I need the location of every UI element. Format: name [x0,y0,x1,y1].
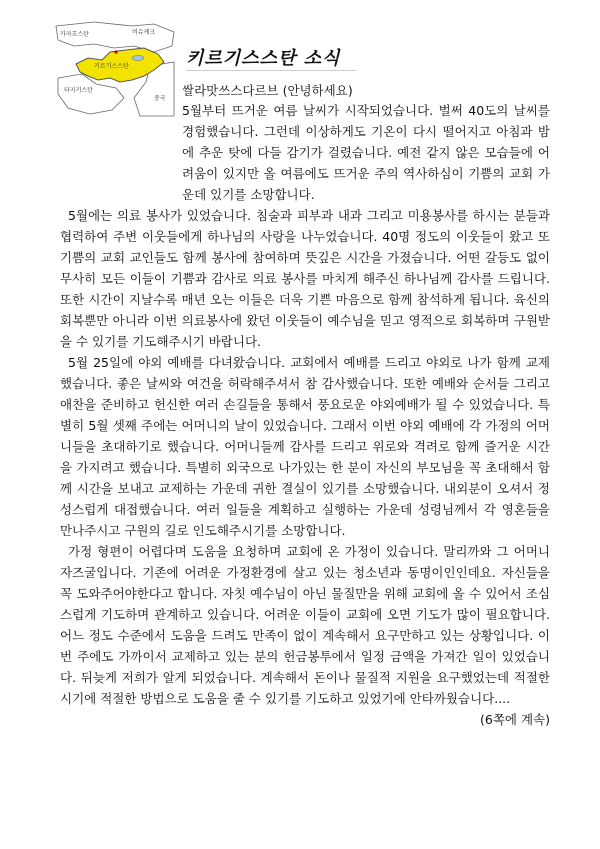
paragraph-2: 5월에는 의료 봉사가 있었습니다. 침술과 피부과 내과 그리고 미용봉사를 하시는 분들과 협력하여 주변 이웃들에게 하나님의 사랑을 나누었습니다. 40명 정도의 이웃들이 왔고 또 기쁨의 교회 교인들도 함께 봉사에 참여하며 뜻깊은 시간을 가졌습니다. 어떤 갈등도 없이 무사히 모든 이들이 기쁨과 감사로 의료 봉사를 마치게 해주신 하나님께 감사를 드립니다. 또한 시간이 지날수록 매년 오는 이들은 더욱 기쁜 마음으로 함께 참석하게 됩니다. 육신의 회복뿐만 아니라 이번 의료봉사에 왔던 이웃들이 예수님을 믿고 영적으로 회복하며 구원받을 수 있기를 기도해주시기 바랍니다. [60,208,550,349]
greeting: 쌀라맛쓰스다르브 (안녕하세요) [182,83,353,98]
capital-dot [114,50,117,53]
paragraph-3: 5월 25일에 야외 예배를 다녀왔습니다. 교회에서 예배를 드리고 야외로 나가 함께 교제했습니다. 좋은 날씨와 여건을 허락해주셔서 참 감사했습니다. 또한 예배와 순서들 그리고 애찬을 준비하고 헌신한 여러 손길들을 통해서 풍요로운 야외예배가 될 수 있었습니다. 특별히 5월 셋째 주에는 어머니의 날이 있었습니다. 그래서 이번 야외 예배에 각 가정의 어머니들을 초대하기로 했습니다. 어머니들께 감사를 드리고 위로와 격려로 함께 즐거운 시간을 가지려고 했습니다. 특별히 외국으로 나가있는 한 분이 자신의 부모님을 꼭 초대해서 함께 시간을 보내고 교제하는 가운데 귀한 결실이 있기를 소망했습니다. 내외분이 오셔서 정성스럽게 대접했습니다. 여러 일들을 계획하고 실행하는 가운데 성령님께서 각 영혼들을 만나주시고 구원의 길로 인도해주시기를 소망합니다. [60,355,550,538]
page-title: 키르기스스탄 소식 [186,48,341,69]
issyk-kul-lake [132,56,144,61]
label-kazakhstan: 카자흐스탄 [60,31,89,38]
label-tajikistan: 타지키스탄 [64,87,93,94]
paragraph-1: 5월부터 뜨거운 여름 날씨가 시작되었습니다. 벌써 40도의 날씨를 경험했습니다. 그런데 이상하게도 기온이 다시 떨어지고 아침과 밤에 추운 탓에 다들 감기가 걸렸습니다. 예전 같지 않은 모습들에 어려움이 있지만 올 여름에도 뜨거운 주의 역사하심이 기쁨의 교회 가운데 있기를 소망합니다. [182,103,550,202]
continued-note: (6쪽에 계속) [480,712,550,727]
paragraph-4 [60,541,550,727]
paragraph-4-text: 가정 형편이 어렵다며 도움을 요청하며 교회에 온 가정이 있습니다. 말리까와 그 어머니 자즈굴입니다. 기존에 어려운 가정환경에 살고 있는 청소년과 동명이인인데요. 자신들을 꼭 도와주어야한다고 합니다. 자칫 예수님이 아닌 물질만을 위해 교회에 올 수 있어서 조심스럽게 기도하며 관계하고 있습니다. 어려운 이들이 교회에 오면 기도가 많이 필요합니다. 어느 정도 수준에서 도움을 드려도 만족이 없이 계속해서 요구만하고 있는 상황입니다. 이번 주에도 가까이서 교제하고 있는 분의 헌금봉투에서 일정 금액을 가져간 일이 있었습니다. 뒤늦게 저희가 알게 되었습니다. 계속해서 돈이나 물질적 지원을 요구했었는데 적절한 시기에 적절한 방법으로 도움을 줄 수 있기를 기도하고 있었기에 안타까웠습니다.... [60,544,550,706]
title-divider [186,70,356,71]
label-bishkek: 비슈케크 [132,29,156,36]
label-china: 중국 [154,95,166,102]
label-kyrgyzstan: 키르기스스탄 [94,63,129,70]
article-body [60,100,550,730]
